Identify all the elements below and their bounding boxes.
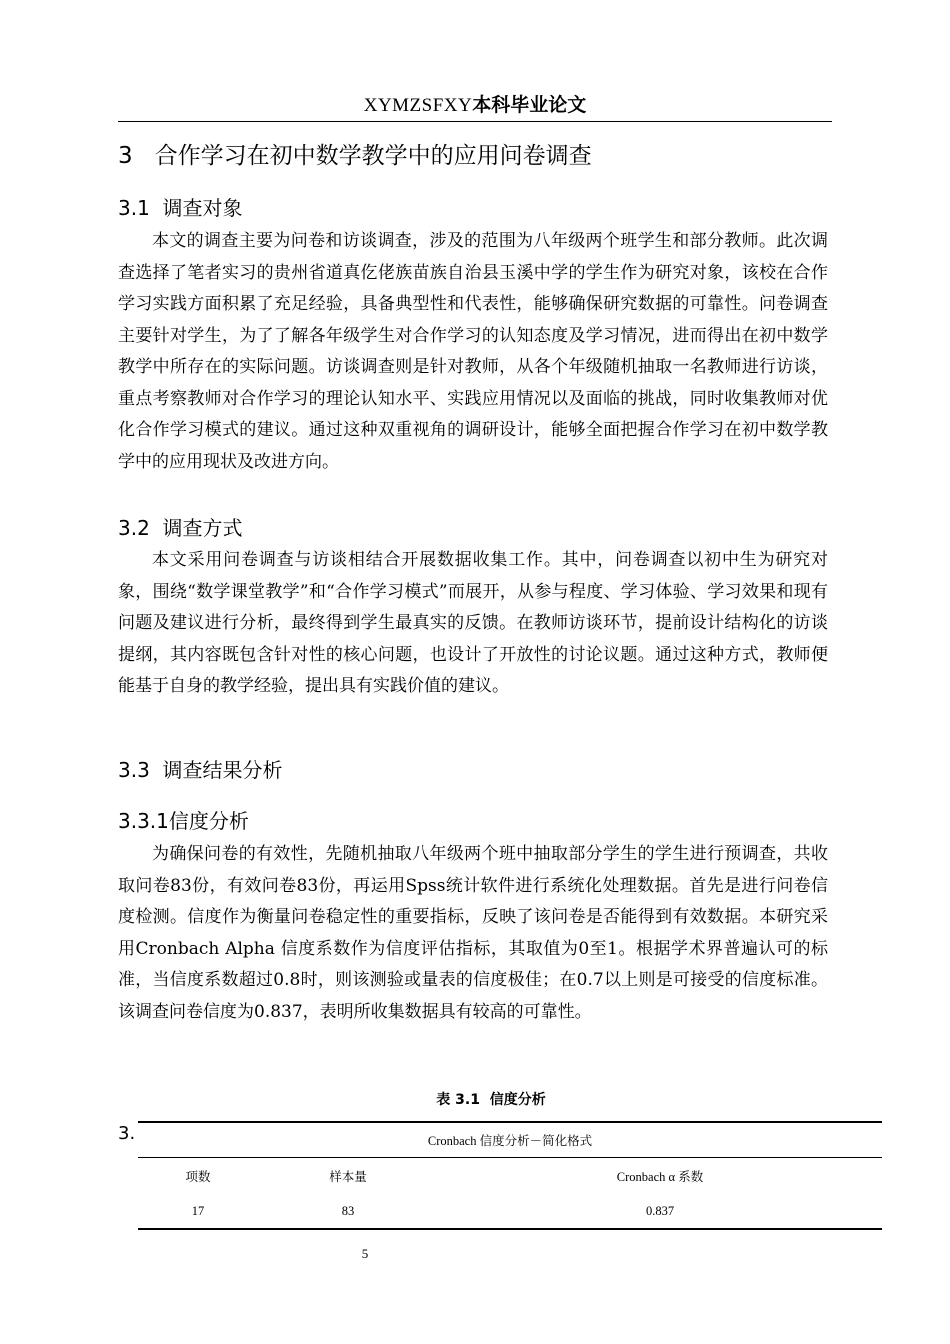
- table-title: Cronbach 信度分析－简化格式: [138, 1122, 882, 1158]
- cell-alpha: 0.837: [438, 1194, 882, 1229]
- chapter-title: 3 合作学习在初中数学教学中的应用问卷调查: [118, 143, 592, 169]
- reliability-table: [138, 1121, 882, 1230]
- header-item-count: 项数: [185, 1170, 211, 1184]
- header-latin: XYMZSFXY: [363, 95, 473, 116]
- section-heading-3-2: 3.2 调查方式: [118, 516, 243, 540]
- running-header: [118, 92, 832, 122]
- paragraph-3-3-1: 为确保问卷的有效性，先随机抽取八年级两个班中抽取部分学生的学生进行预调查，共收取问卷83份，有效问卷83份，再运用Spss统计软件进行系统化处理数据。首先是进行问卷信度检测。信度作为衡量问卷稳定性的重要指标，反映了该问卷是否能得到有效数据。本研究采用Cronbach Alpha 信度系数作为信度评估指标，其取值为0至1。根据学术界普遍认可的标准，当信度系数超过0.8时，则该测验或量表的信度极佳；在0.7以上则是可接受的信度标准。该调查问卷信度为0.837，表明所收集数据具有较高的可靠性。: [118, 844, 828, 1022]
- header-sample-size: 样本量: [329, 1170, 367, 1184]
- paragraph-3-1: 本文的调查主要为问卷和访谈调查，涉及的范围为八年级两个班学生和部分教师。此次调查选择了笔者实习的贵州省道真仡佬族苗族自治县玉溪中学的学生作为研究对象，该校在合作学习实践方面积累了充足经验，具备典型性和代表性，能够确保研究数据的可靠性。问卷调查主要针对学生，为了了解各年级学生对合作学习的认知态度及学习情况，进而得出在初中数学教学中所存在的实际问题。访谈调查则是针对教师，从各个年级随机抽取一名教师进行访谈，重点考察教师对合作学习的理论认知水平、实践应用情况以及面临的挑战，同时收集教师对优化合作学习模式的建议。通过这种双重视角的调研设计，能够全面把握合作学习在初中数学教学中的应用现状及改进方向。: [118, 231, 828, 472]
- table-title-row: [138, 1122, 882, 1158]
- header-title: 本科毕业论文: [472, 94, 587, 116]
- cell-item-count: 17: [138, 1194, 258, 1229]
- stray-label: 3.: [118, 1123, 136, 1144]
- table-header-row: [138, 1158, 882, 1195]
- section-heading-3-1: 3.1 调查对象: [118, 196, 243, 220]
- page-number: 5: [361, 1246, 369, 1261]
- header-alpha: Cronbach α 系数: [616, 1170, 704, 1184]
- section-heading-3-3-1: 3.3.1信度分析: [118, 809, 249, 833]
- table-caption: 表 3.1 信度分析: [436, 1092, 546, 1108]
- table-row: [138, 1194, 882, 1229]
- paragraph-3-2: 本文采用问卷调查与访谈相结合开展数据收集工作。其中，问卷调查以初中生为研究对象，围绕“数学课堂教学”和“合作学习模式”而展开，从参与程度、学习体验、学习效果和现有问题及建议进行分析，最终得到学生最真实的反馈。在教师访谈环节，提前设计结构化的访谈提纲，其内容既包含针对性的核心问题，也设计了开放性的讨论议题。通过这种方式，教师便能基于自身的教学经验，提出具有实践价值的建议。: [118, 550, 828, 696]
- cell-sample-size: 83: [258, 1194, 438, 1229]
- section-heading-3-3: 3.3 调查结果分析: [118, 758, 283, 782]
